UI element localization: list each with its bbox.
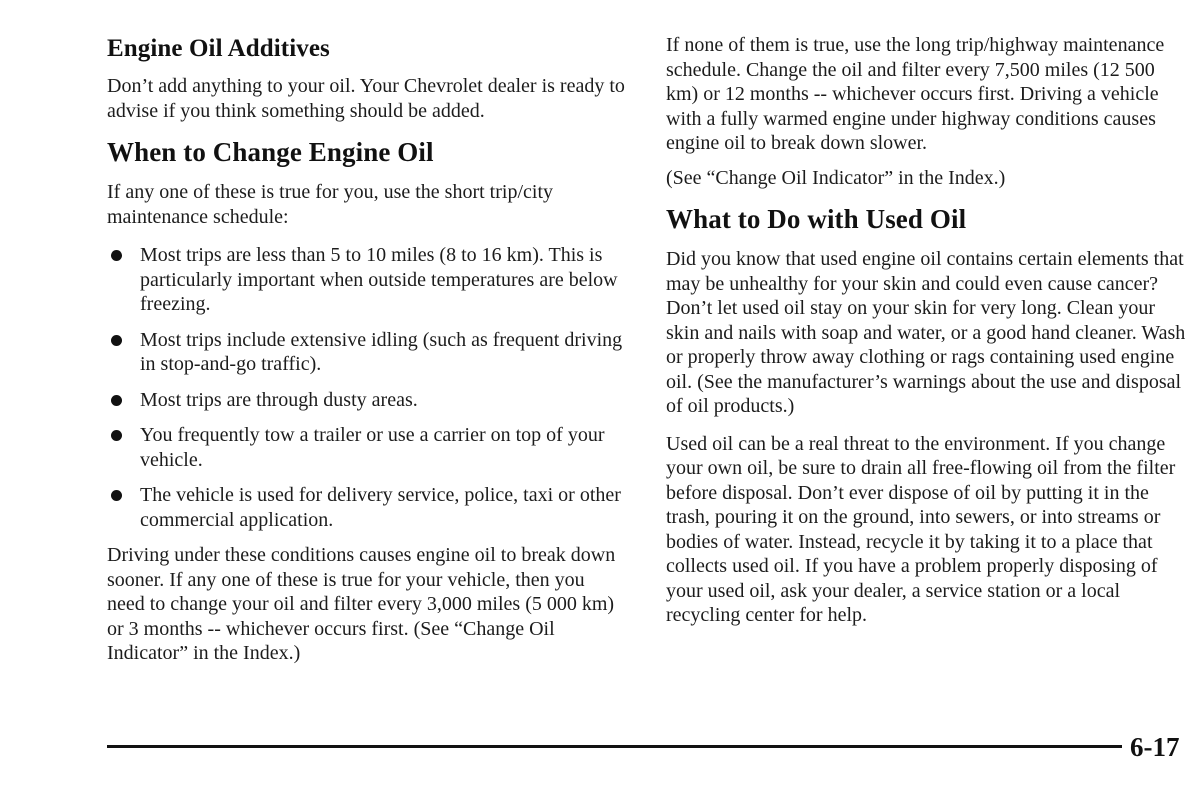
list-item (107, 483, 627, 532)
bullet-icon (111, 395, 122, 406)
page-number: 6-17 (1130, 732, 1180, 762)
environment-paragraph: Used oil can be a real threat to the environment. If you change your own oil, be sure to drain all free-flowing oil from the filter before disposal. Don’t ever dispose of oil by putting it in the trash, pouring it on the ground, into sewers, or into streams or bodies of water. Instead, recycle it by taking it to a place that collects used oil. If you have a problem properly disposing of your used oil, ask your dealer, a service station or a local recycling center for help. (666, 432, 1176, 626)
left-column (107, 34, 627, 666)
see-indicator-paragraph: (See “Change Oil Indicator” in the Index.) (666, 166, 1006, 189)
bullet-icon (111, 490, 122, 501)
short-trip-intro-paragraph: If any one of these is true for you, use the short trip/city maintenance schedule: (107, 181, 553, 228)
when-to-change-heading: When to Change Engine Oil (107, 137, 434, 167)
right-column (666, 33, 1186, 628)
list-item (107, 328, 627, 377)
list-item-text: Most trips are through dusty areas. (140, 388, 418, 411)
list-item (107, 388, 627, 413)
health-warning-paragraph: Did you know that used engine oil contains certain elements that may be unhealthy for your skin and could even cause cancer? Don’t let used oil stay on your skin for very long. Clean your skin and nails with soap and water, or a good hand cleaner. Wash or properly throw away clothing or rags containing used engine oil. (See the manufacturer’s warnings about the use and disposal of oil products.) (666, 248, 1186, 417)
list-item-text: Most trips are less than 5 to 10 miles (8 to 16 km). This is particularly important when outside temperatures are below freezing. (140, 244, 618, 315)
bullet-icon (111, 250, 122, 261)
conditions-paragraph: Driving under these conditions causes engine oil to break down sooner. If any one of these is true for your vehicle, then you need to change your oil and filter every 3,000 miles (5 000 km) or 3 months -- whichever occurs first. (See “Change Oil Indicator” in the Index.) (107, 544, 616, 664)
short-trip-conditions-list (107, 243, 627, 532)
used-oil-heading: What to Do with Used Oil (666, 204, 967, 234)
list-item-text: Most trips include extensive idling (such as frequent driving in stop-and-go traffic). (140, 328, 623, 375)
footer-rule (107, 745, 1122, 748)
long-trip-paragraph: If none of them is true, use the long trip/highway maintenance schedule. Change the oil and filter every 7,500 miles (12 500 km) or 12 months -- whichever occurs first. Driving a vehicle with a fully warmed engine under highway conditions causes engine oil to break down slower. (666, 34, 1165, 154)
additives-paragraph: Don’t add anything to your oil. Your Chevrolet dealer is ready to advise if you think something should be added. (107, 75, 625, 122)
bullet-icon (111, 335, 122, 346)
engine-oil-additives-heading: Engine Oil Additives (107, 35, 330, 62)
list-item-text: You frequently tow a trailer or use a carrier on top of your vehicle. (140, 424, 605, 471)
list-item (107, 423, 627, 472)
list-item (107, 243, 627, 317)
list-item-text: The vehicle is used for delivery service, police, taxi or other commercial application. (140, 484, 621, 531)
bullet-icon (111, 430, 122, 441)
